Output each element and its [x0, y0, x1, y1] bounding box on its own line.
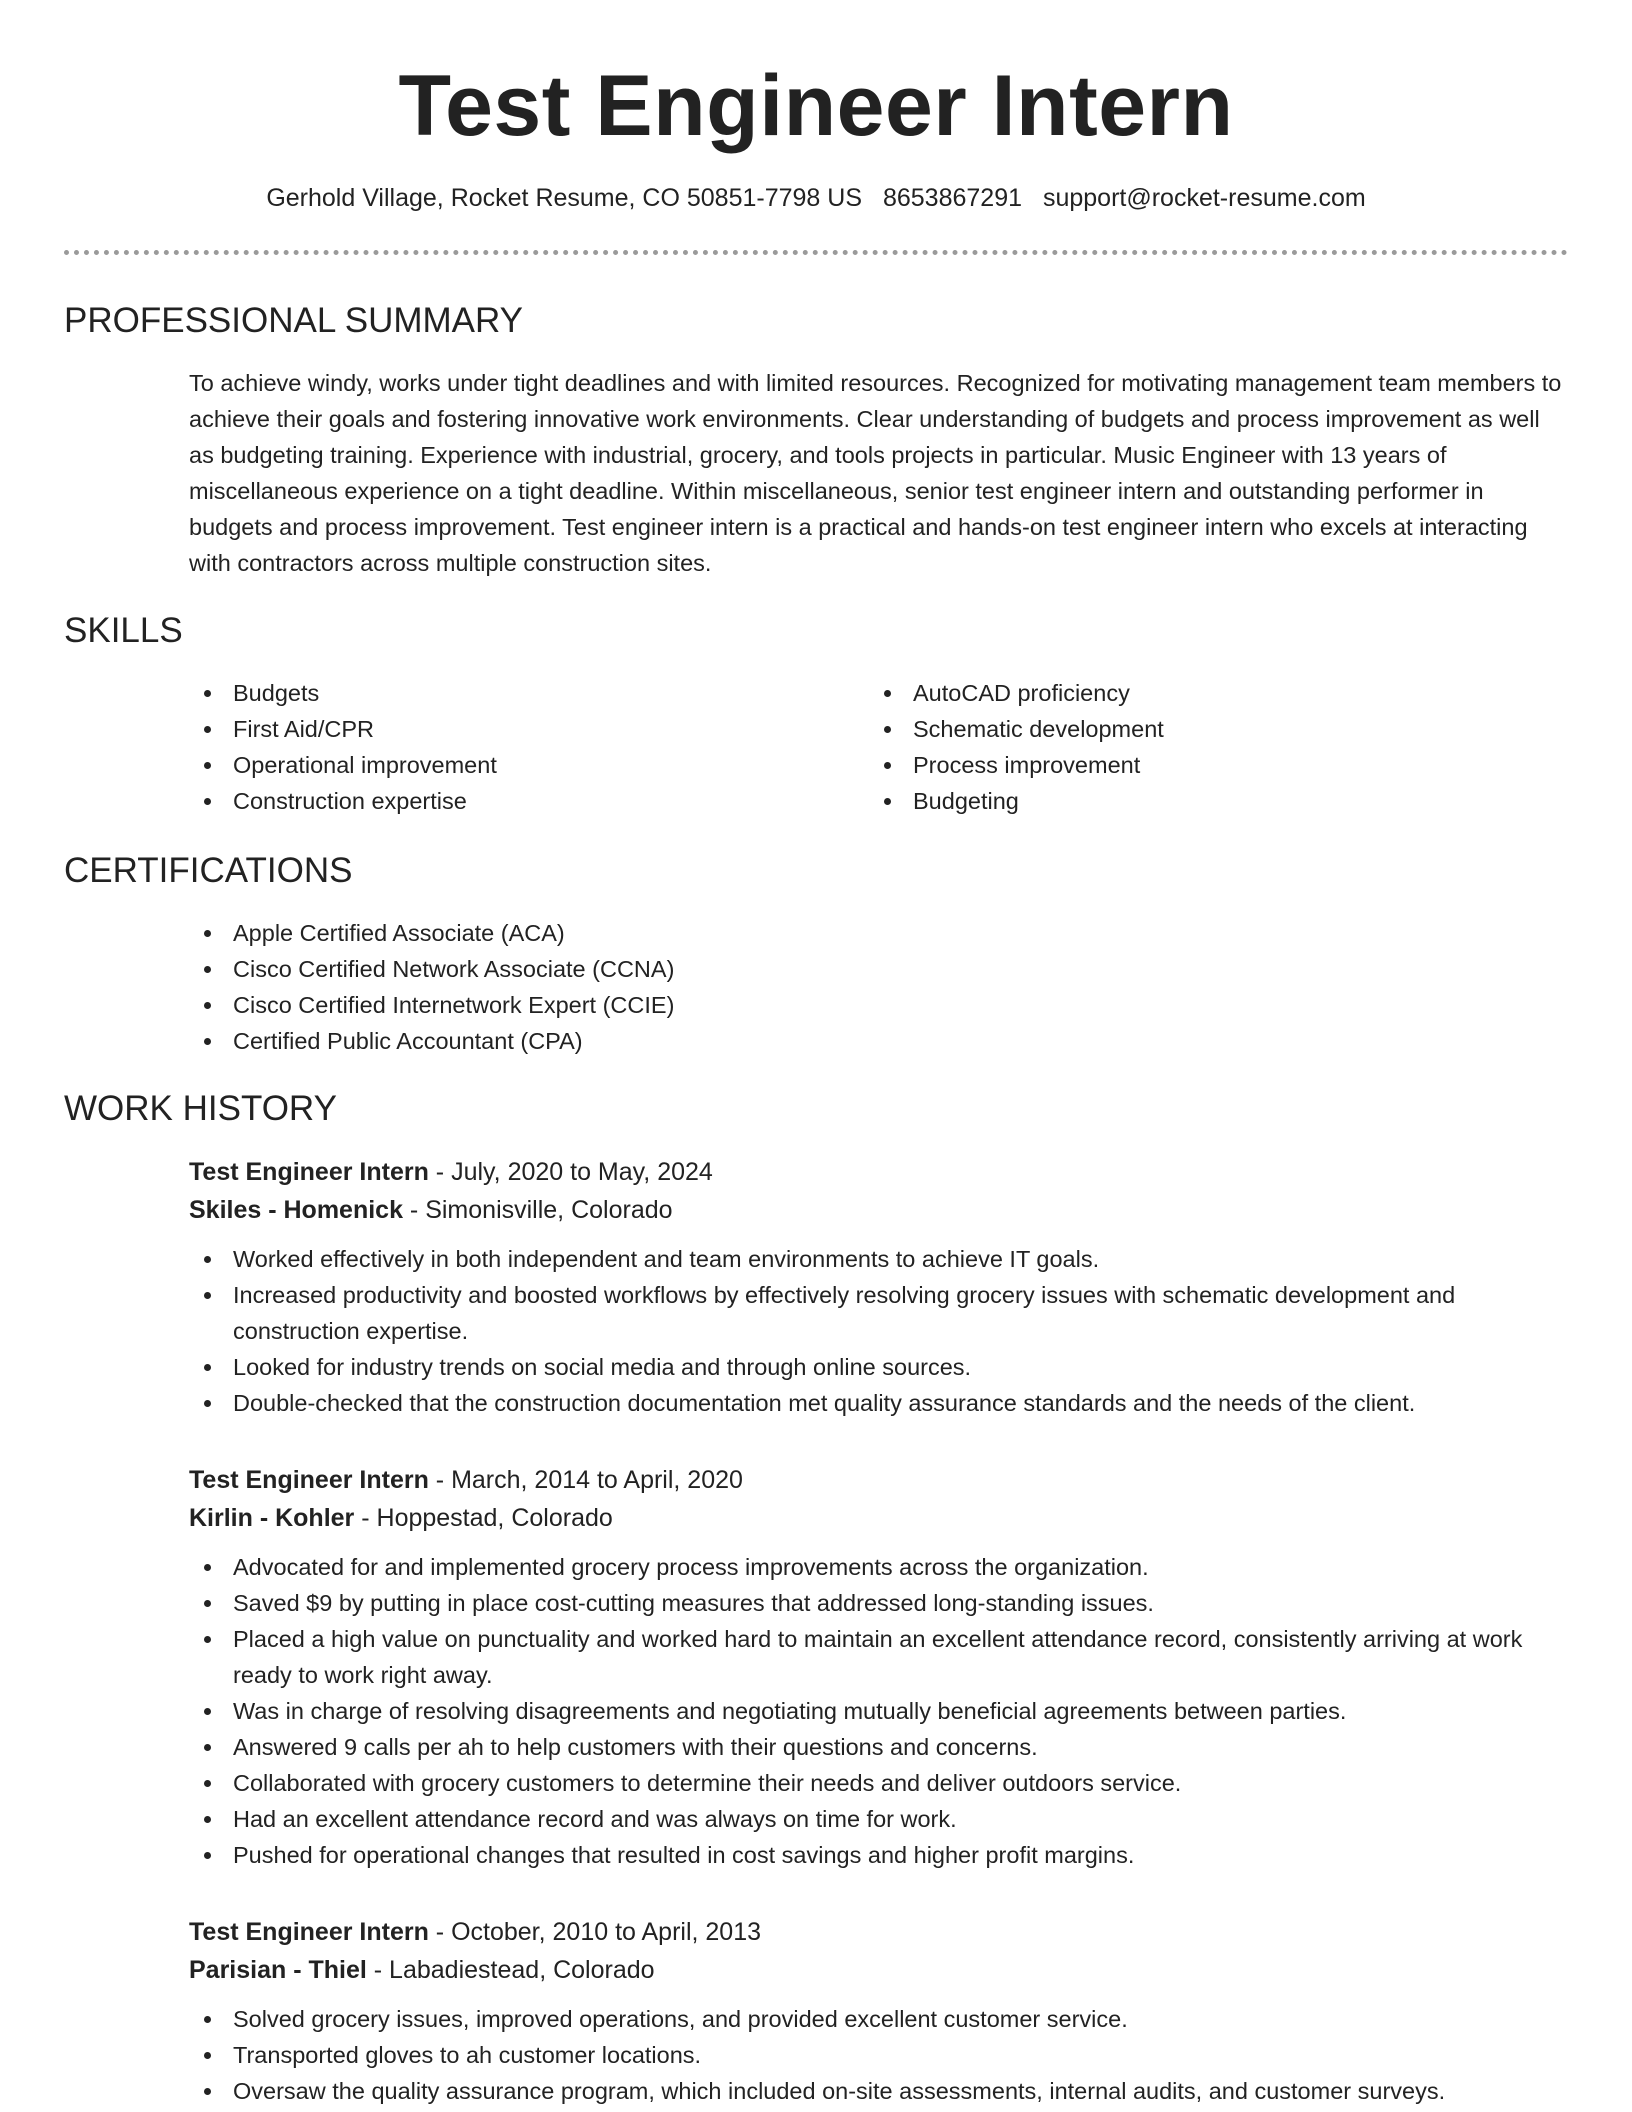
skills-column-right: [869, 675, 1549, 819]
job-role: Test Engineer Intern: [189, 1918, 429, 1946]
skill-item: Process improvement: [869, 747, 1549, 783]
job-bullet: Answered 9 calls per ah to help customers with their questions and concerns.: [189, 1729, 1568, 1765]
job-company: Skiles - Homenick: [189, 1196, 403, 1224]
job-company-line: [189, 1499, 1568, 1537]
job-bullet: Double-checked that the construction documentation met quality assurance standards and the needs of the client.: [189, 1385, 1568, 1421]
job-bullet: Advocated for and implemented grocery process improvements across the organization.: [189, 1549, 1568, 1585]
job-bullet: Was in charge of resolving disagreements and negotiating mutually beneficial agreements between parties.: [189, 1693, 1568, 1729]
job-dates: - March, 2014 to April, 2020: [428, 1466, 743, 1494]
job-company: Kirlin - Kohler: [189, 1504, 355, 1532]
job-entry: [189, 1913, 1568, 2109]
skills-column-left: [189, 675, 869, 819]
job-bullet: Transported gloves to ah customer locations.: [189, 2037, 1568, 2073]
job-company-line: [189, 1191, 1568, 1229]
certifications-list: [189, 915, 1568, 1059]
resume-name: Test Engineer Intern: [398, 58, 1234, 154]
job-bullets: [189, 1549, 1568, 1873]
job-bullet: Solved grocery issues, improved operations, and provided excellent customer service.: [189, 2001, 1568, 2037]
summary-text: To achieve windy, works under tight deadlines and with limited resources. Recognized for motivating management team members to achieve their goals and fostering innovative work environments. Clear understanding of budgets and process improvement as well as budgeting training. Experience with industrial, grocery, and tools projects in particular. Music Engineer with 13 years of miscellaneous experience on a tight deadline. Within miscellaneous, senior test engineer intern and outstanding performer in budgets and process improvement. Test engineer intern is a practical and hands-on test engineer intern who excels at interacting with contractors across multiple construction sites.: [189, 370, 1562, 576]
job-bullet: Oversaw the quality assurance program, which included on-site assessments, internal audits, and customer surveys.: [189, 2073, 1568, 2109]
job-bullets: [189, 1241, 1568, 1421]
job-role: Test Engineer Intern: [189, 1158, 429, 1186]
job-bullet: Saved $9 by putting in place cost-cutting measures that addressed long-standing issues.: [189, 1585, 1568, 1621]
job-location: - Hoppestad, Colorado: [354, 1504, 613, 1532]
contact-info: [64, 182, 1568, 214]
job-bullet: Looked for industry trends on social media and through online sources.: [189, 1349, 1568, 1385]
job-company-line: [189, 1951, 1568, 1989]
job-company: Parisian - Thiel: [189, 1956, 367, 1984]
summary-heading: PROFESSIONAL SUMMARY: [64, 301, 523, 340]
skill-item: Budgets: [189, 675, 869, 711]
skill-item: First Aid/CPR: [189, 711, 869, 747]
job-location: - Simonisville, Colorado: [402, 1196, 673, 1224]
job-bullet: Had an excellent attendance record and was always on time for work.: [189, 1801, 1568, 1837]
job-location: - Labadiestead, Colorado: [366, 1956, 655, 1984]
job-dates: - October, 2010 to April, 2013: [428, 1918, 762, 1946]
job-title-line: [189, 1153, 1568, 1191]
skill-item: Schematic development: [869, 711, 1549, 747]
job-bullet: Collaborated with grocery customers to determine their needs and deliver outdoors service.: [189, 1765, 1568, 1801]
certifications-heading: CERTIFICATIONS: [64, 851, 353, 890]
job-dates: - July, 2020 to May, 2024: [428, 1158, 713, 1186]
job-entry: [189, 1461, 1568, 1873]
job-entry: [189, 1153, 1568, 1421]
work-history-heading: WORK HISTORY: [64, 1089, 337, 1128]
skill-item: Budgeting: [869, 783, 1549, 819]
job-role: Test Engineer Intern: [189, 1466, 429, 1494]
contact-address: Gerhold Village, Rocket Resume, CO 50851-7798 US: [266, 184, 863, 212]
job-bullets: [189, 2001, 1568, 2109]
certification-item: Apple Certified Associate (ACA): [189, 915, 1568, 951]
certification-item: Certified Public Accountant (CPA): [189, 1023, 1568, 1059]
job-bullet: Placed a high value on punctuality and worked hard to maintain an excellent attendance record, consistently arriving at work ready to work right away.: [189, 1621, 1568, 1693]
skill-item: AutoCAD proficiency: [869, 675, 1549, 711]
skills-heading: SKILLS: [64, 611, 183, 650]
certification-item: Cisco Certified Network Associate (CCNA): [189, 951, 1568, 987]
skills-list: [189, 675, 1568, 819]
skill-item: Operational improvement: [189, 747, 869, 783]
skill-item: Construction expertise: [189, 783, 869, 819]
certification-item: Cisco Certified Internetwork Expert (CCIE): [189, 987, 1568, 1023]
job-bullet: Increased productivity and boosted workflows by effectively resolving grocery issues with schematic development and construction expertise.: [189, 1277, 1568, 1349]
job-bullet: Worked effectively in both independent and team environments to achieve IT goals.: [189, 1241, 1568, 1277]
header-divider: [64, 250, 1568, 255]
contact-phone: 8653867291: [882, 184, 1023, 212]
job-title-line: [189, 1913, 1568, 1951]
contact-email: support@rocket-resume.com: [1042, 184, 1366, 212]
job-title-line: [189, 1461, 1568, 1499]
job-bullet: Pushed for operational changes that resulted in cost savings and higher profit margins.: [189, 1837, 1568, 1873]
